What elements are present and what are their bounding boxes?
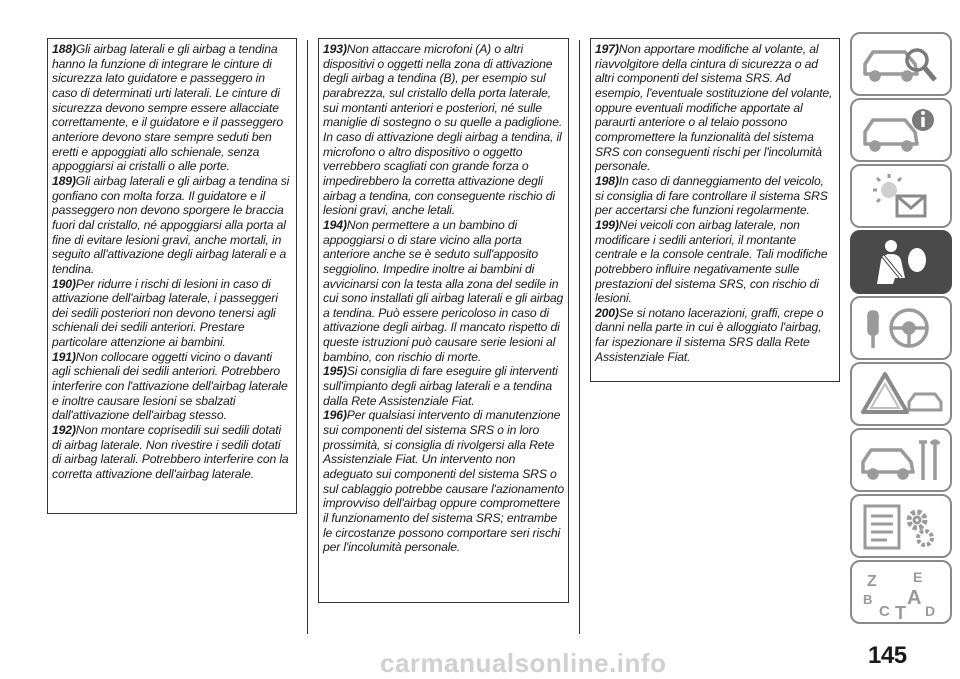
watermark: carmanualsonline.info bbox=[380, 648, 667, 678]
note-188: 188)Gli airbag laterali e gli airbag a tendina hanno la funzione di integrare le cinture di sicurezza lato guidatore e passeggero in caso di determinati urti laterali. Le cinture di sicurezza devono sempre essere allacciate correttamente, e il guidatore e il passeggero anteriore devono stare sempre seduti ben eretti e appoggiati allo schienale, senza appoggiarsi ai cristalli o alle porte. bbox=[52, 42, 284, 174]
note-189: 189)Gli airbag laterali e gli airbag a tendina si gonfiano con molta forza. Il guidatore e il passeggero non devono sporgere le braccia fuori dal cristallo, né appoggiarsi alla porta al fine di evitare lesioni gravi, anche mortali, in seguito all'attivazione degli airbag laterali e a tendina. bbox=[52, 173, 290, 276]
note-191: 191)Non collocare oggetti vicino o davanti agli schienali dei sedili anteriori. Potrebbero interferire con l'attivazione dell'airbag laterale e inoltre causare lesioni se sbalzati dall'attivazione dell'airbag stesso. bbox=[52, 349, 288, 423]
note-194: 194)Non permettere a un bambino di appoggiarsi o di stare vicino alla porta anteriore anche se è seduto sull'apposito seggiolino. Impedire inoltre ai bambini di avvicinarsi con la testa alla zona del sedile in cui sono installati gli airbag laterali e gli airbag a tendina. Può essere pericoloso in caso di attivazione degli airbag. Il mancato rispetto di queste istruzioni può causare serie lesioni al bambino, con rischio di morte. bbox=[323, 217, 564, 364]
column-divider bbox=[579, 40, 580, 634]
warning-column-3 bbox=[590, 38, 840, 382]
svg-text:A: A bbox=[907, 587, 922, 609]
note-198: 198)In caso di danneggiamento del veicolo, si consiglia di fare controllare il sistema SRS per accertarsi che funzioni regolarmente. bbox=[595, 173, 828, 218]
car-magnifier-icon bbox=[855, 36, 947, 92]
car-tools-icon bbox=[855, 432, 947, 488]
note-197: 197)Non apportare modifiche al volante, al riavvolgitore della cintura di sicurezza o ad altri componenti del sistema SRS. Ad esempio, l'eventuale sostituzione del volante, oppure eventuali modifiche apportate al paraurti anteriore o al telaio possono compromettere la funzionalità del sistema SRS con conseguenti rischi per l'incolumità personale. bbox=[595, 42, 833, 174]
svg-text:B: B bbox=[863, 592, 873, 607]
warning-triangle-car-icon bbox=[855, 366, 947, 422]
key-steering-wheel-icon bbox=[855, 300, 947, 356]
warning-lights-icon bbox=[855, 168, 947, 224]
tab-technical-data[interactable] bbox=[850, 494, 952, 558]
note-192: 192)Non montare coprisedili sui sedili dotati di airbag laterale. Non rivestire i sedili dotati di airbag laterali. Potrebbero interferire con la corretta attivazione dell'airbag laterale. bbox=[52, 423, 289, 482]
tab-warning-lights[interactable] bbox=[850, 164, 952, 228]
page-number: 145 bbox=[868, 642, 907, 669]
note-195: 195)Si consiglia di fare eseguire gli interventi sull'impianto degli airbag laterali e a tendina dalla Rete Assistenziale Fiat. bbox=[323, 364, 558, 408]
svg-text:E: E bbox=[913, 569, 923, 585]
warning-column-1 bbox=[47, 38, 297, 514]
note-190: 190)Per ridurre i rischi di lesioni in caso di attivazione dell'airbag laterale, i passeggeri dei sedili posteriori non devono tenersi agli schienali dei sedili anteriori. Prestare particolare attenzione ai bambini. bbox=[52, 276, 278, 350]
tab-alphabetical-index[interactable] bbox=[850, 560, 952, 624]
tab-car-info[interactable] bbox=[850, 98, 952, 162]
tab-know-your-car[interactable] bbox=[850, 32, 952, 96]
svg-text:D: D bbox=[925, 603, 936, 619]
tab-starting-driving[interactable] bbox=[850, 296, 952, 360]
svg-text:Z: Z bbox=[867, 573, 877, 590]
seatbelt-airbag-icon bbox=[855, 234, 947, 290]
note-200: 200)Se si notano lacerazioni, graffi, crepe o danni nella parte in cui è alloggiato l'airbag, far ispezionare il sistema SRS dalla Rete Assistenziale Fiat. bbox=[595, 305, 824, 364]
svg-text:C: C bbox=[879, 603, 890, 620]
car-info-icon bbox=[855, 102, 947, 158]
tab-maintenance[interactable] bbox=[850, 428, 952, 492]
warning-column-2 bbox=[318, 38, 569, 603]
tab-safety[interactable] bbox=[850, 230, 952, 294]
svg-text:T: T bbox=[895, 603, 906, 620]
specs-gear-icon bbox=[855, 498, 947, 554]
note-199: 199)Nei veicoli con airbag laterale, non modificare i sedili anteriori, il montante centrale e la console centrale. Tali modifiche potrebbero influire negativamente sulle prestazioni del sistema SRS, con rischio di lesioni. bbox=[595, 217, 828, 306]
tab-emergency[interactable] bbox=[850, 362, 952, 426]
note-193: 193)Non attaccare microfoni (A) o altri dispositivi o oggetti nella zona di attivazione degli airbag a tendina (B), per esempio sul parabrezza, sul cristallo della porta laterale, sui montanti anteriori e posteriori, né sulle maniglie di sostegno o su quelle a padiglione. In caso di attivazione degli airbag a tendina, il microfono o altro dispositivo o oggetto verrebbero scagliati con grande forza o impedirebbero la corretta attivazione degli airbag a tendina, con conseguente rischio di lesioni gravi, anche letali. bbox=[323, 42, 563, 218]
alphabet-index-icon bbox=[855, 564, 947, 620]
column-divider bbox=[307, 40, 308, 634]
note-196: 196)Per qualsiasi intervento di manutenzione sui componenti del sistema SRS o in loro prossimità, si consiglia di rivolgersi alla Rete Assistenziale Fiat. Un intervento non adeguato sui componenti del sistema SRS o sul cablaggio potrebbe causare l'azionamento improvviso dell'airbag oppure compromettere il funzionamento del sistema SRS; entrambe le circostanze possono comportare seri rischi per l'incolumità personale. bbox=[323, 408, 564, 555]
